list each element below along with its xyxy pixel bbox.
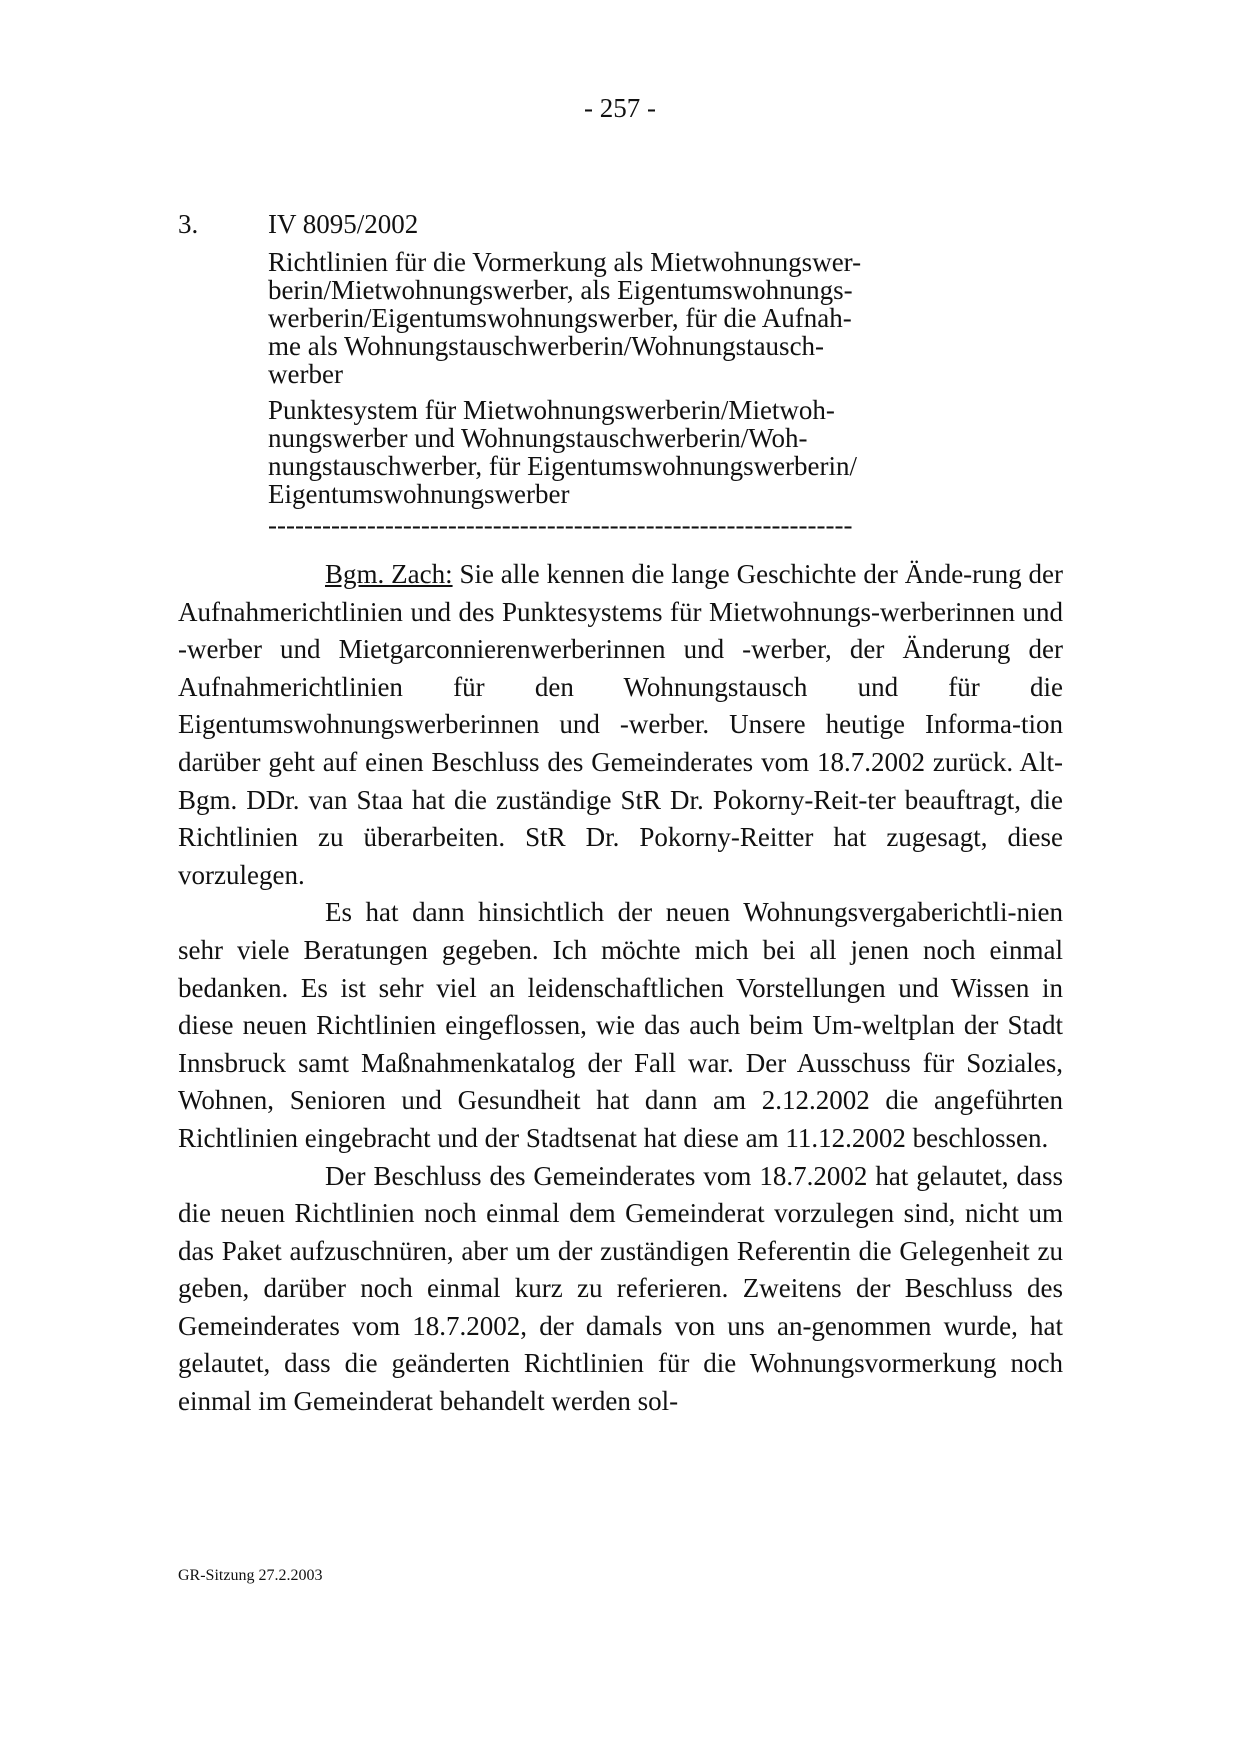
speaker-name: Bgm. Zach:: [325, 559, 453, 589]
agenda-number: 3.: [178, 209, 199, 239]
title-line: Punktesystem für Mietwohnungswerberin/Mietwoh-: [268, 395, 835, 425]
title-line: werberin/Eigentumswohnungswerber, für die Aufnah-: [268, 303, 852, 333]
title-line: berin/Mietwohnungswerber, als Eigentumswohnungs-: [268, 275, 853, 305]
paragraph: Es hat dann hinsichtlich der neuen Wohnungsvergaberichtli-nien sehr viele Beratungen gegeben. Ich möchte mich bei all jenen noch einmal bedanken. Es ist sehr viel an leidenschaftlichen Vorstellungen und Wissen in diese neuen Richtlinien eingeflossen, wie das auch beim Um-weltplan der Stadt Innsbruck samt Maßnahmenkatalog der Fall war. Der Ausschuss für Soziales, Wohnen, Senioren und Gesundheit hat dann am 2.12.2002 die angeführten Richtlinien eingebracht und der Stadtsenat hat diese am 11.12.2002 beschlossen.: [178, 897, 1063, 1153]
agenda-title-point-system: [268, 396, 918, 508]
agenda-titles: [268, 248, 918, 508]
title-line: nungswerber und Wohnungstauschwerberin/Woh-: [268, 423, 808, 453]
title-line: nungstauschwerber, für Eigentumswohnungswerberin/: [268, 451, 858, 481]
minutes-text: [178, 556, 1063, 1421]
title-line: Richtlinien für die Vormerkung als Mietwohnungswer-: [268, 247, 862, 277]
agenda-title-guidelines: [268, 248, 918, 388]
paragraph: Der Beschluss des Gemeinderates vom 18.7.2002 hat gelautet, dass die neuen Richtlinien noch einmal dem Gemeinderat vorzulegen sind, nicht um das Paket aufzuschnüren, aber um der zuständigen Referentin die Gelegenheit zu geben, darüber noch einmal kurz zu referieren. Zweitens der Beschluss des Gemeinderates vom 18.7.2002, der damals von uns an-genommen wurde, hat gelautet, dass die geänderten Richtlinien für die Wohnungsvormerkung noch einmal im Gemeinderat behandelt werden sol-: [178, 1160, 1063, 1417]
paragraph: [178, 556, 1063, 894]
page-footer: GR-Sitzung 27.2.2003: [178, 1567, 323, 1584]
agenda-item: [178, 208, 1078, 538]
title-line: werber: [268, 359, 343, 389]
agenda-header: [178, 208, 1078, 240]
title-line: Eigentumswohnungswerber: [268, 479, 570, 509]
separator-line: -----------------------------------------------------------------: [268, 512, 853, 538]
agenda-reference: IV 8095/2002: [268, 209, 419, 239]
paragraph-text: Sie alle kennen die lange Geschichte der Ände-rung der Aufnahmerichtlinien und des Punktesystems für Mietwohnungs-werberinnen und -werber und Mietgarconnierenwerberinnen und -werber, der Änderung der Aufnahmerichtlinien für den Wohnungstausch und für die Eigentumswohnungswerberinnen und -werber. Unsere heutige Informa-tion darüber geht auf einen Beschluss des Gemeinderates vom 18.7.2002 zurück. Alt-Bgm. DDr. van Staa hat die zuständige StR Dr. Pokorny-Reit-ter beauftragt, die Richtlinien zu überarbeiten. StR Dr. Pokorny-Reitter hat zugesagt, diese vorzulegen.: [178, 559, 1063, 890]
page-number: - 257 -: [584, 93, 656, 123]
title-line: me als Wohnungstauschwerberin/Wohnungstausch-: [268, 331, 825, 361]
